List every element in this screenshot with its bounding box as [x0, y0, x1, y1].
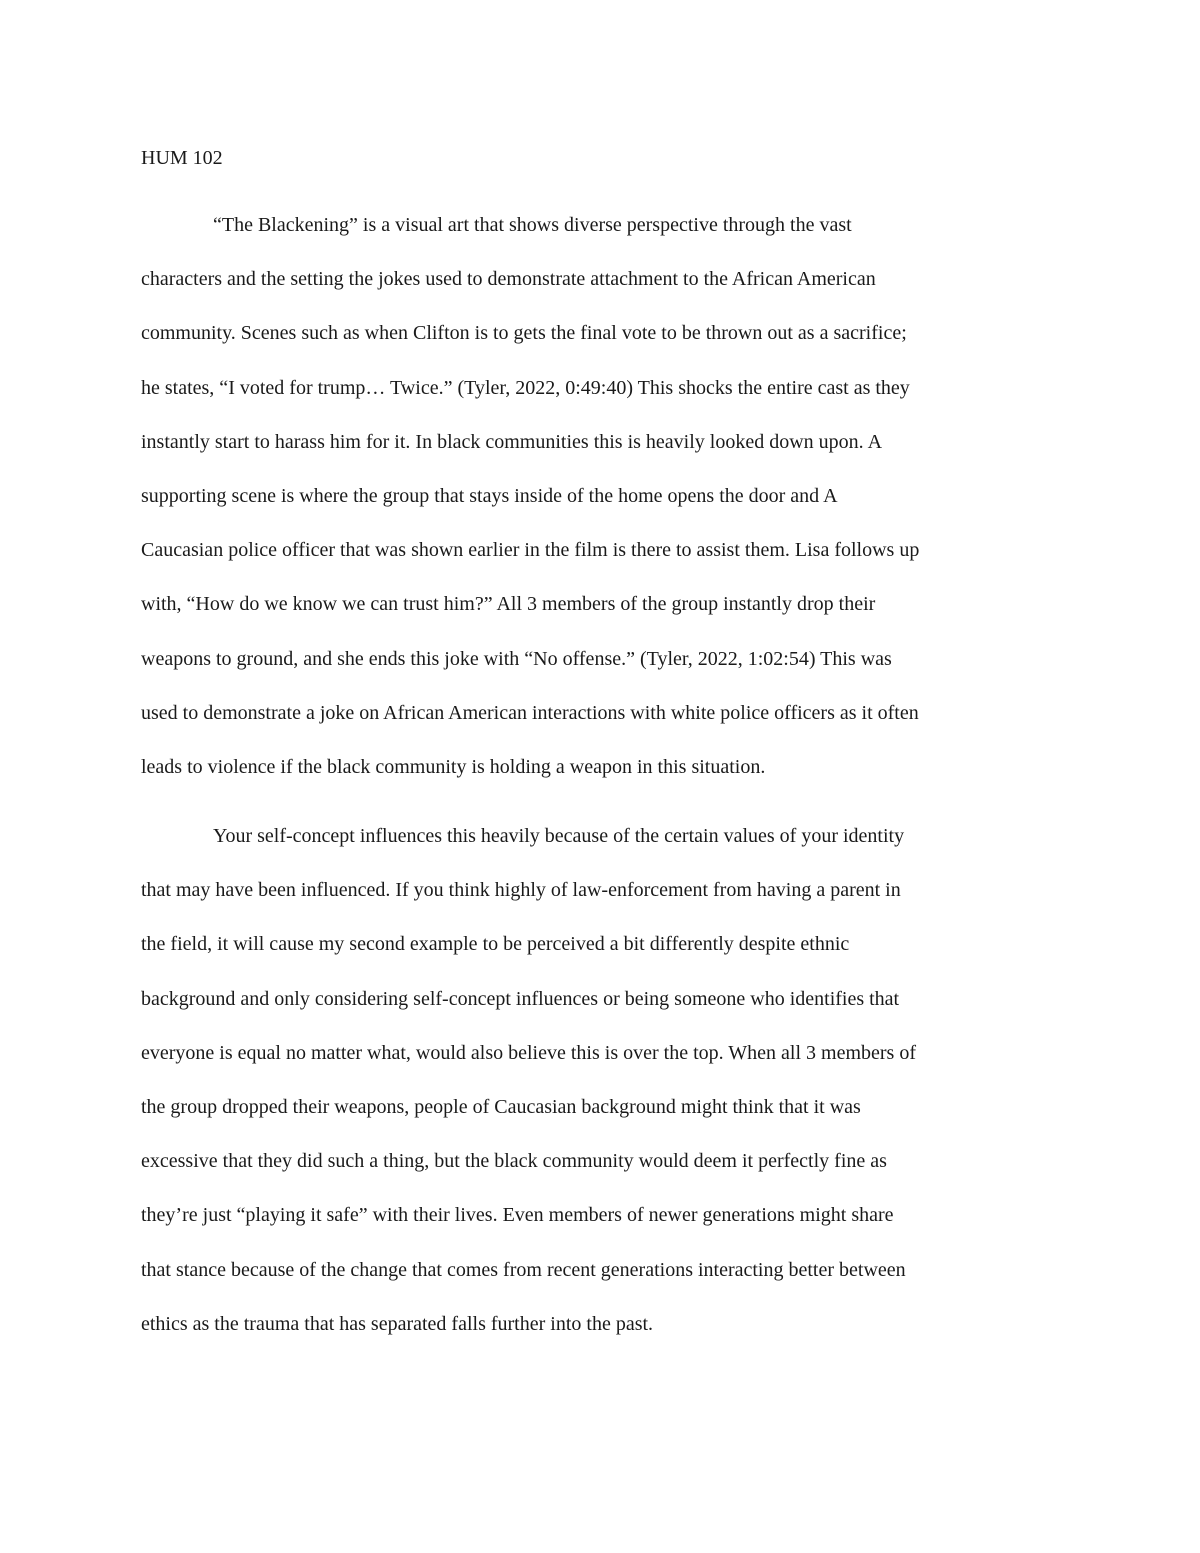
course-header: HUM 102 [141, 147, 223, 169]
text-line: characters and the setting the jokes used to demonstrate attachment to the African American [141, 268, 876, 291]
text-line: used to demonstrate a joke on African American interactions with white police officers as it often [141, 701, 919, 724]
text-line: Your self-concept influences this heavily because of the certain values of your identity [213, 825, 905, 847]
text-line: the field, it will cause my second example to be perceived a bit differently despite ethnic [141, 933, 850, 956]
text-line: instantly start to harass him for it. In black communities this is heavily looked down upon. A [141, 430, 883, 453]
text-line: Caucasian police officer that was shown earlier in the film is there to assist them. Lisa follows up [141, 539, 920, 562]
text-line: he states, “I voted for trump… Twice.” (Tyler, 2022, 0:49:40) This shocks the entire cast as they [141, 376, 910, 399]
text-line: weapons to ground, and she ends this joke with “No offense.” (Tyler, 2022, 1:02:54) This was [141, 647, 892, 670]
text-line: that stance because of the change that comes from recent generations interacting better between [141, 1258, 906, 1281]
text-line: that may have been influenced. If you think highly of law-enforcement from having a parent in [141, 879, 901, 902]
text-line: “The Blackening” is a visual art that shows diverse perspective through the vast [213, 214, 852, 236]
text-line: background and only considering self-concept influences or being someone who identifies that [141, 987, 900, 1010]
text-line: excessive that they did such a thing, but the black community would deem it perfectly fine as [141, 1150, 887, 1173]
text-line: leads to violence if the black community is holding a weapon in this situation. [141, 755, 766, 778]
text-line: they’re just “playing it safe” with their lives. Even members of newer generations might share [141, 1204, 894, 1227]
paragraph-1 [141, 212, 1071, 808]
text-line: the group dropped their weapons, people of Caucasian background might think that it was [141, 1095, 861, 1118]
text-line: supporting scene is where the group that stays inside of the home opens the door and A [141, 484, 838, 507]
text-line: community. Scenes such as when Clifton is to gets the final vote to be thrown out as a sacrifice; [141, 322, 907, 345]
text-line: with, “How do we know we can trust him?” All 3 members of the group instantly drop their [141, 593, 876, 616]
text-line: everyone is equal no matter what, would also believe this is over the top. When all 3 members of [141, 1041, 916, 1064]
text-line: ethics as the trauma that has separated falls further into the past. [141, 1312, 654, 1335]
paragraph-2 [141, 823, 1071, 1365]
